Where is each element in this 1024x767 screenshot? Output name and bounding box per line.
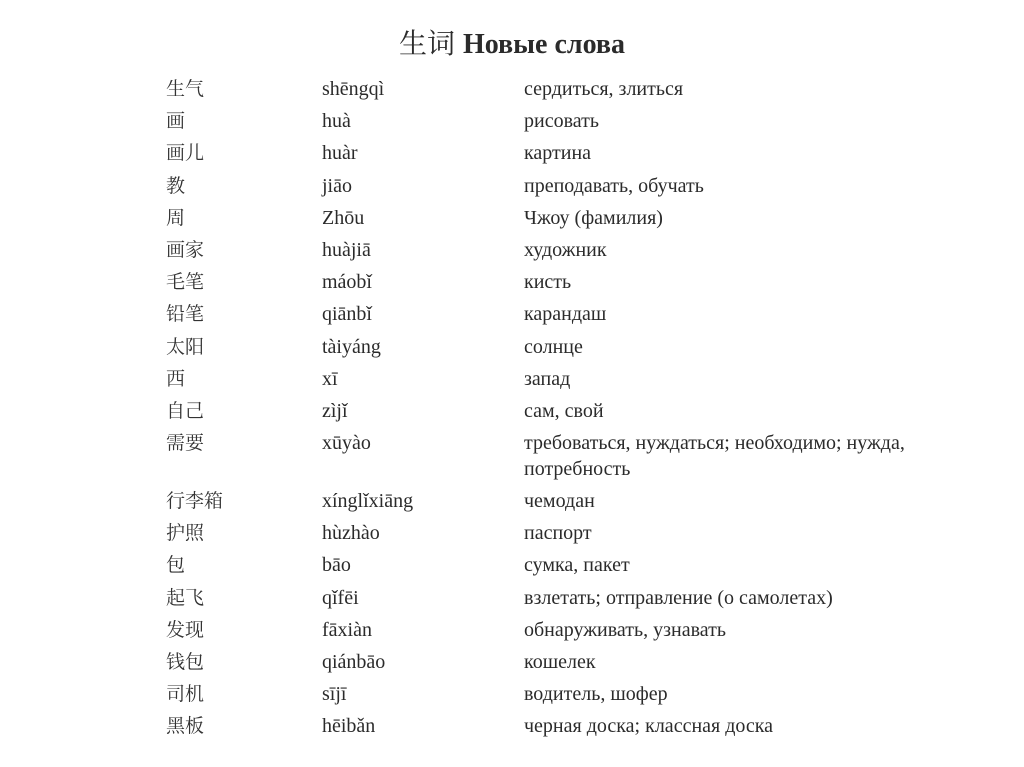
vocab-hanzi: 毛笔 xyxy=(166,271,205,294)
vocab-hanzi: 西 xyxy=(166,367,186,390)
vocab-row xyxy=(0,234,1024,266)
vocab-meaning: преподавать, обучать xyxy=(524,174,704,197)
vocab-meaning: водитель, шофер xyxy=(524,683,668,706)
page-title xyxy=(0,24,1024,65)
vocab-hanzi: 自己 xyxy=(166,399,205,422)
vocab-meaning: кошелек xyxy=(524,651,596,673)
vocab-hanzi: 画 xyxy=(166,110,186,133)
vocab-pinyin: zìjǐ xyxy=(322,399,348,422)
vocab-hanzi: 起飞 xyxy=(166,586,205,609)
vocab-hanzi: 画家 xyxy=(166,238,205,261)
vocab-meaning: Чжоу (фамилия) xyxy=(524,206,663,229)
vocab-meaning: карандаш xyxy=(524,303,607,326)
vocab-row xyxy=(0,710,1024,742)
vocab-pinyin: huà xyxy=(322,110,351,133)
vocab-meaning: черная доска; классная доска xyxy=(524,715,774,738)
vocab-pinyin: qiánbāo xyxy=(322,651,386,673)
vocab-row xyxy=(0,678,1024,710)
vocab-hanzi: 铅笔 xyxy=(166,303,205,326)
vocab-hanzi: 周 xyxy=(166,206,186,229)
vocab-meaning: художник xyxy=(524,238,607,261)
vocab-meaning: требоваться, нуждаться; необходимо; нужда, потребность xyxy=(524,432,905,481)
vocab-hanzi: 生气 xyxy=(166,78,205,100)
vocab-hanzi: 司机 xyxy=(166,683,205,706)
vocab-hanzi: 教 xyxy=(166,174,186,197)
vocab-pinyin: tàiyáng xyxy=(322,335,381,358)
vocab-hanzi: 行李箱 xyxy=(166,490,224,513)
vocab-pinyin: xūyào xyxy=(322,432,371,455)
vocab-pinyin: sījī xyxy=(322,683,347,706)
title-chinese: 生词 xyxy=(398,27,455,60)
vocab-row xyxy=(0,298,1024,330)
vocab-pinyin: Zhōu xyxy=(322,206,365,229)
vocab-hanzi: 包 xyxy=(166,554,186,577)
vocab-row xyxy=(0,137,1024,169)
vocab-meaning: кисть xyxy=(524,271,572,294)
vocab-row xyxy=(0,266,1024,298)
vocab-meaning: взлетать; отправление (о самолетах) xyxy=(524,586,833,609)
vocab-pinyin: jiāo xyxy=(322,174,352,197)
vocab-row xyxy=(0,331,1024,363)
vocab-meaning: картина xyxy=(524,142,592,165)
vocab-hanzi: 发现 xyxy=(166,618,205,641)
vocab-meaning: сердиться, злиться xyxy=(524,78,684,100)
vocab-row xyxy=(0,582,1024,614)
vocab-pinyin: huàjiā xyxy=(322,238,371,261)
vocab-pinyin: qiānbǐ xyxy=(322,303,372,326)
vocab-meaning: обнаруживать, узнавать xyxy=(524,618,727,641)
vocab-pinyin: huàr xyxy=(322,142,358,165)
vocab-meaning: чемодан xyxy=(524,490,595,513)
vocab-row xyxy=(0,363,1024,395)
vocab-hanzi: 画儿 xyxy=(166,142,205,165)
vocab-pinyin: máobǐ xyxy=(322,271,372,294)
vocab-hanzi: 需要 xyxy=(166,432,205,455)
vocab-pinyin: shēngqì xyxy=(322,78,385,100)
vocabulary-list xyxy=(0,73,1024,743)
vocab-pinyin: xínglǐxiāng xyxy=(322,490,414,513)
vocab-row xyxy=(0,549,1024,581)
vocab-row xyxy=(0,202,1024,234)
vocab-row xyxy=(0,646,1024,678)
vocab-pinyin: hēibǎn xyxy=(322,715,376,738)
vocab-hanzi: 太阳 xyxy=(166,335,205,358)
vocab-row xyxy=(0,427,1024,485)
vocab-row xyxy=(0,395,1024,427)
vocab-meaning: рисовать xyxy=(524,110,599,133)
vocab-pinyin: hùzhào xyxy=(322,522,380,545)
vocab-row xyxy=(0,517,1024,549)
vocab-pinyin: fāxiàn xyxy=(322,618,372,641)
vocab-hanzi: 黑板 xyxy=(166,715,205,738)
vocab-row xyxy=(0,105,1024,137)
vocab-pinyin: xī xyxy=(322,367,338,390)
vocab-meaning: сумка, пакет xyxy=(524,554,630,577)
vocab-row xyxy=(0,614,1024,646)
vocab-pinyin: qǐfēi xyxy=(322,586,359,609)
vocab-row xyxy=(0,485,1024,517)
vocab-hanzi: 钱包 xyxy=(166,651,205,673)
vocab-meaning: солнце xyxy=(524,335,583,358)
vocab-meaning: сам, свой xyxy=(524,399,604,422)
vocab-row xyxy=(0,73,1024,105)
vocab-row xyxy=(0,170,1024,202)
title-russian: Новые слова xyxy=(462,29,626,60)
vocab-hanzi: 护照 xyxy=(166,522,205,545)
vocab-meaning: запад xyxy=(524,367,571,390)
vocab-meaning: паспорт xyxy=(524,522,592,545)
vocab-pinyin: bāo xyxy=(322,554,351,577)
